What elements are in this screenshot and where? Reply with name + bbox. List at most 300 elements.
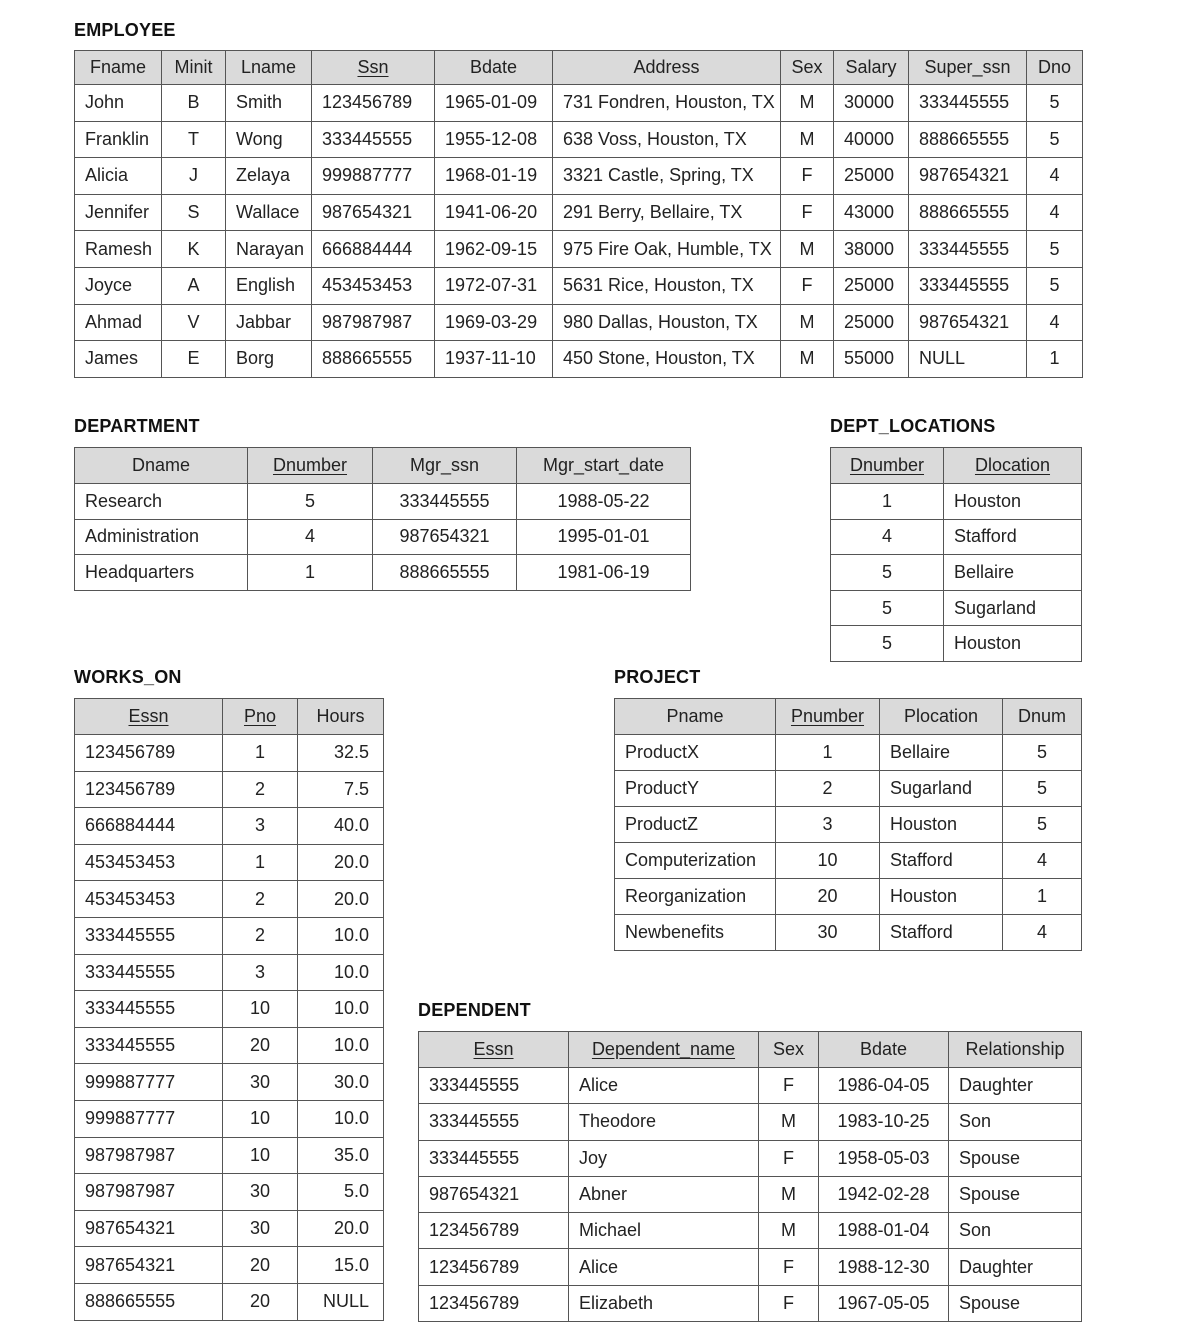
table-cell: 1: [223, 735, 298, 772]
table-cell: 40.0: [298, 808, 384, 845]
column-label: Super_ssn: [924, 57, 1011, 77]
table-row: [75, 808, 384, 845]
table-cell: 20: [776, 879, 880, 915]
table-cell: Borg: [226, 341, 312, 378]
table-cell: 30: [223, 1064, 298, 1101]
table-cell: Son: [949, 1104, 1082, 1140]
table-cell: B: [162, 85, 226, 122]
table-cell: M: [781, 341, 834, 378]
table-row: [75, 917, 384, 954]
works-on-column-header: [223, 699, 298, 735]
table-cell: 2: [223, 771, 298, 808]
table-cell: E: [162, 341, 226, 378]
employee-column-header: [781, 51, 834, 85]
table-cell: Spouse: [949, 1176, 1082, 1212]
table-cell: 1968-01-19: [435, 158, 553, 195]
table-cell: 1972-07-31: [435, 267, 553, 304]
column-label: Sex: [772, 1039, 805, 1059]
table-cell: 333445555: [312, 121, 435, 158]
table-cell: 1988-12-30: [819, 1249, 949, 1285]
table-row: [75, 771, 384, 808]
table-cell: 43000: [834, 194, 909, 231]
works-on-column-header: [75, 699, 223, 735]
table-cell: Bellaire: [880, 735, 1003, 771]
table-cell: 4: [1003, 843, 1082, 879]
dependent-column-header: [759, 1032, 819, 1068]
table-cell: 25000: [834, 158, 909, 195]
table-cell: Theodore: [569, 1104, 759, 1140]
table-cell: NULL: [298, 1283, 384, 1320]
table-cell: 20: [223, 1283, 298, 1320]
table-row: [75, 954, 384, 991]
table-cell: 5: [248, 484, 373, 520]
table-cell: 5631 Rice, Houston, TX: [553, 267, 781, 304]
table-cell: 5: [1027, 85, 1083, 122]
table-cell: Wallace: [226, 194, 312, 231]
table-row: [615, 807, 1082, 843]
table-cell: Joyce: [75, 267, 162, 304]
table-cell: James: [75, 341, 162, 378]
table-cell: 10.0: [298, 954, 384, 991]
table-cell: 2: [223, 881, 298, 918]
table-cell: F: [759, 1068, 819, 1104]
table-row: [75, 85, 1083, 122]
table-cell: 1986-04-05: [819, 1068, 949, 1104]
table-cell: 333445555: [75, 991, 223, 1028]
table-cell: 987654321: [909, 158, 1027, 195]
works-on-table: [74, 698, 384, 1321]
table-row: [831, 484, 1082, 520]
table-row: [75, 1283, 384, 1320]
table-row: [419, 1176, 1082, 1212]
table-cell: 1: [1027, 341, 1083, 378]
column-label: Mgr_ssn: [409, 455, 480, 475]
table-cell: Stafford: [880, 915, 1003, 951]
column-label: Bdate: [469, 57, 518, 77]
table-cell: 1941-06-20: [435, 194, 553, 231]
table-row: [75, 519, 691, 555]
table-cell: Research: [75, 484, 248, 520]
table-cell: Houston: [880, 879, 1003, 915]
table-cell: 5: [831, 626, 944, 662]
table-cell: 1983-10-25: [819, 1104, 949, 1140]
table-cell: John: [75, 85, 162, 122]
table-cell: 333445555: [909, 231, 1027, 268]
column-label: Hours: [316, 706, 365, 726]
project-table: [614, 698, 1082, 951]
table-cell: 25000: [834, 304, 909, 341]
column-label: Fname: [89, 57, 147, 77]
dept-locations-column-header: [831, 448, 944, 484]
table-cell: 333445555: [373, 484, 517, 520]
table-cell: Headquarters: [75, 555, 248, 591]
table-cell: M: [759, 1176, 819, 1212]
table-cell: 980 Dallas, Houston, TX: [553, 304, 781, 341]
table-row: [75, 194, 1083, 231]
table-cell: S: [162, 194, 226, 231]
table-row: [615, 843, 1082, 879]
column-label: Dnum: [1017, 706, 1066, 726]
table-row: [75, 735, 384, 772]
table-row: [831, 590, 1082, 626]
table-cell: 333445555: [419, 1140, 569, 1176]
table-cell: 333445555: [419, 1104, 569, 1140]
employee-column-header: [75, 51, 162, 85]
primary-key-label: Essn: [128, 706, 169, 726]
table-row: [75, 267, 1083, 304]
project-header-row: [615, 699, 1082, 735]
table-cell: 987654321: [75, 1247, 223, 1284]
table-cell: 987654321: [312, 194, 435, 231]
table-row: [419, 1249, 1082, 1285]
table-cell: 15.0: [298, 1247, 384, 1284]
table-cell: 666884444: [75, 808, 223, 845]
table-cell: 2: [776, 771, 880, 807]
department-column-header: [373, 448, 517, 484]
table-cell: Sugarland: [944, 590, 1082, 626]
table-cell: Michael: [569, 1213, 759, 1249]
table-cell: 4: [1027, 158, 1083, 195]
table-cell: 1958-05-03: [819, 1140, 949, 1176]
table-cell: 987654321: [373, 519, 517, 555]
employee-column-header: [909, 51, 1027, 85]
table-row: [75, 1174, 384, 1211]
table-cell: Narayan: [226, 231, 312, 268]
works-on-title: WORKS_ON: [74, 667, 182, 687]
table-cell: 1969-03-29: [435, 304, 553, 341]
table-cell: A: [162, 267, 226, 304]
table-cell: Spouse: [949, 1285, 1082, 1321]
table-cell: F: [781, 194, 834, 231]
table-cell: 5: [1003, 735, 1082, 771]
column-label: Lname: [240, 57, 297, 77]
table-row: [615, 771, 1082, 807]
table-row: [419, 1285, 1082, 1321]
table-cell: 1988-01-04: [819, 1213, 949, 1249]
column-label: Minit: [174, 57, 213, 77]
table-cell: 1967-05-05: [819, 1285, 949, 1321]
table-cell: Daughter: [949, 1249, 1082, 1285]
table-cell: Reorganization: [615, 879, 776, 915]
primary-key-label: Ssn: [357, 57, 389, 77]
table-row: [75, 881, 384, 918]
employee-column-header: [162, 51, 226, 85]
column-label: Sex: [791, 57, 823, 77]
table-cell: 333445555: [909, 267, 1027, 304]
table-row: [419, 1213, 1082, 1249]
table-cell: 3: [223, 808, 298, 845]
primary-key-label: Dependent_name: [591, 1039, 736, 1059]
primary-key-label: Dnumber: [272, 455, 348, 475]
dept-locations-table: [830, 447, 1082, 662]
table-cell: Stafford: [880, 843, 1003, 879]
column-label: Relationship: [965, 1039, 1065, 1059]
table-cell: 123456789: [75, 771, 223, 808]
column-label: Dname: [131, 455, 191, 475]
table-cell: 1: [831, 484, 944, 520]
primary-key-label: Essn: [473, 1039, 514, 1059]
department-column-header: [248, 448, 373, 484]
table-cell: 5: [1003, 771, 1082, 807]
dept-locations-title: DEPT_LOCATIONS: [830, 416, 996, 436]
column-label: Salary: [845, 57, 897, 77]
table-row: [75, 304, 1083, 341]
table-cell: 55000: [834, 341, 909, 378]
table-cell: M: [781, 304, 834, 341]
table-cell: 888665555: [312, 341, 435, 378]
table-cell: K: [162, 231, 226, 268]
table-cell: 3: [776, 807, 880, 843]
table-cell: 987654321: [909, 304, 1027, 341]
table-cell: F: [759, 1249, 819, 1285]
table-cell: F: [759, 1140, 819, 1176]
table-cell: 10: [776, 843, 880, 879]
table-cell: ProductY: [615, 771, 776, 807]
employee-column-header: [553, 51, 781, 85]
table-cell: Ahmad: [75, 304, 162, 341]
table-cell: 987654321: [75, 1210, 223, 1247]
table-cell: Alice: [569, 1249, 759, 1285]
table-cell: 453453453: [312, 267, 435, 304]
table-cell: 20: [223, 1247, 298, 1284]
table-cell: Son: [949, 1213, 1082, 1249]
table-cell: 10.0: [298, 991, 384, 1028]
dependent-column-header: [819, 1032, 949, 1068]
table-cell: Newbenefits: [615, 915, 776, 951]
dependent-column-header: [949, 1032, 1082, 1068]
table-cell: 30: [776, 915, 880, 951]
table-cell: 10: [223, 1137, 298, 1174]
table-cell: 333445555: [909, 85, 1027, 122]
table-row: [75, 991, 384, 1028]
table-cell: 123456789: [419, 1249, 569, 1285]
table-row: [75, 484, 691, 520]
table-cell: Bellaire: [944, 555, 1082, 591]
table-cell: 5: [831, 555, 944, 591]
dependent-table: [418, 1031, 1082, 1322]
table-cell: M: [781, 231, 834, 268]
table-cell: 123456789: [419, 1285, 569, 1321]
department-column-header: [75, 448, 248, 484]
employee-column-header: [435, 51, 553, 85]
table-cell: 1965-01-09: [435, 85, 553, 122]
table-cell: F: [759, 1285, 819, 1321]
table-cell: Jennifer: [75, 194, 162, 231]
table-cell: 40000: [834, 121, 909, 158]
table-cell: 450 Stone, Houston, TX: [553, 341, 781, 378]
works-on-header-row: [75, 699, 384, 735]
table-cell: 888665555: [909, 194, 1027, 231]
table-cell: Alice: [569, 1068, 759, 1104]
dept-locations-column-header: [944, 448, 1082, 484]
table-row: [75, 555, 691, 591]
table-cell: Wong: [226, 121, 312, 158]
dependent-title: DEPENDENT: [418, 1000, 531, 1020]
employee-header-row: [75, 51, 1083, 85]
table-cell: V: [162, 304, 226, 341]
table-row: [75, 158, 1083, 195]
table-row: [419, 1104, 1082, 1140]
table-cell: Stafford: [944, 519, 1082, 555]
table-cell: ProductZ: [615, 807, 776, 843]
column-label: Pname: [666, 706, 724, 726]
table-cell: Ramesh: [75, 231, 162, 268]
table-cell: 333445555: [75, 917, 223, 954]
employee-column-header: [1027, 51, 1083, 85]
table-row: [615, 879, 1082, 915]
table-cell: 291 Berry, Bellaire, TX: [553, 194, 781, 231]
table-row: [75, 1100, 384, 1137]
table-cell: 1942-02-28: [819, 1176, 949, 1212]
table-row: [75, 844, 384, 881]
project-title: PROJECT: [614, 667, 701, 687]
table-cell: 10: [223, 991, 298, 1028]
department-title: DEPARTMENT: [74, 416, 200, 436]
table-cell: 333445555: [419, 1068, 569, 1104]
table-cell: 38000: [834, 231, 909, 268]
project-column-header: [1003, 699, 1082, 735]
table-row: [615, 915, 1082, 951]
table-row: [831, 519, 1082, 555]
table-cell: Daughter: [949, 1068, 1082, 1104]
table-cell: Sugarland: [880, 771, 1003, 807]
primary-key-label: Dnumber: [849, 455, 925, 475]
table-cell: 4: [1027, 304, 1083, 341]
table-cell: Abner: [569, 1176, 759, 1212]
department-column-header: [517, 448, 691, 484]
table-cell: 30: [223, 1174, 298, 1211]
table-cell: F: [781, 158, 834, 195]
table-cell: 987987987: [75, 1174, 223, 1211]
table-cell: 453453453: [75, 881, 223, 918]
table-cell: 4: [248, 519, 373, 555]
table-cell: Computerization: [615, 843, 776, 879]
table-cell: 1: [223, 844, 298, 881]
table-cell: NULL: [909, 341, 1027, 378]
table-cell: 30: [223, 1210, 298, 1247]
table-cell: 999887777: [312, 158, 435, 195]
table-cell: Houston: [944, 484, 1082, 520]
table-cell: 4: [1003, 915, 1082, 951]
column-label: Plocation: [903, 706, 979, 726]
table-cell: 20.0: [298, 844, 384, 881]
table-cell: 638 Voss, Houston, TX: [553, 121, 781, 158]
table-cell: 2: [223, 917, 298, 954]
employee-column-header: [834, 51, 909, 85]
table-cell: 987987987: [312, 304, 435, 341]
table-cell: 1995-01-01: [517, 519, 691, 555]
table-cell: 1955-12-08: [435, 121, 553, 158]
table-cell: 987987987: [75, 1137, 223, 1174]
table-cell: 20.0: [298, 881, 384, 918]
table-cell: 3: [223, 954, 298, 991]
table-cell: 731 Fondren, Houston, TX: [553, 85, 781, 122]
dependent-column-header: [569, 1032, 759, 1068]
table-cell: Spouse: [949, 1140, 1082, 1176]
table-cell: M: [759, 1104, 819, 1140]
primary-key-label: Pno: [243, 706, 277, 726]
table-cell: 888665555: [75, 1283, 223, 1320]
column-label: Mgr_start_date: [542, 455, 665, 475]
table-cell: 30.0: [298, 1064, 384, 1101]
table-cell: 333445555: [75, 1027, 223, 1064]
table-cell: 7.5: [298, 771, 384, 808]
table-cell: M: [781, 121, 834, 158]
column-label: Address: [633, 57, 700, 77]
table-cell: 1988-05-22: [517, 484, 691, 520]
table-row: [75, 341, 1083, 378]
table-cell: M: [781, 85, 834, 122]
table-cell: M: [759, 1213, 819, 1249]
table-row: [75, 1027, 384, 1064]
table-cell: 5: [1027, 267, 1083, 304]
table-cell: 4: [831, 519, 944, 555]
table-cell: 1: [1003, 879, 1082, 915]
project-column-header: [880, 699, 1003, 735]
column-label: Dno: [1037, 57, 1072, 77]
project-column-header: [615, 699, 776, 735]
table-cell: Joy: [569, 1140, 759, 1176]
table-cell: 333445555: [75, 954, 223, 991]
department-header-row: [75, 448, 691, 484]
table-cell: F: [781, 267, 834, 304]
table-row: [419, 1140, 1082, 1176]
table-cell: 987654321: [419, 1176, 569, 1212]
table-cell: 10.0: [298, 1027, 384, 1064]
table-cell: 1: [776, 735, 880, 771]
primary-key-label: Pnumber: [790, 706, 865, 726]
table-cell: 5.0: [298, 1174, 384, 1211]
table-cell: 30000: [834, 85, 909, 122]
dept-locations-header-row: [831, 448, 1082, 484]
table-cell: 5: [831, 590, 944, 626]
table-cell: 123456789: [75, 735, 223, 772]
table-cell: 666884444: [312, 231, 435, 268]
table-cell: 888665555: [373, 555, 517, 591]
table-cell: 1: [248, 555, 373, 591]
table-cell: Elizabeth: [569, 1285, 759, 1321]
table-cell: 5: [1003, 807, 1082, 843]
table-cell: 35.0: [298, 1137, 384, 1174]
table-row: [75, 1247, 384, 1284]
department-table: [74, 447, 691, 591]
table-cell: 5: [1027, 121, 1083, 158]
table-row: [75, 231, 1083, 268]
table-cell: 123456789: [312, 85, 435, 122]
table-row: [75, 1210, 384, 1247]
table-cell: English: [226, 267, 312, 304]
table-cell: 5: [1027, 231, 1083, 268]
project-column-header: [776, 699, 880, 735]
table-cell: 999887777: [75, 1100, 223, 1137]
table-cell: 453453453: [75, 844, 223, 881]
table-cell: 1937-11-10: [435, 341, 553, 378]
table-cell: Franklin: [75, 121, 162, 158]
table-cell: J: [162, 158, 226, 195]
table-cell: 1981-06-19: [517, 555, 691, 591]
table-cell: 123456789: [419, 1213, 569, 1249]
table-cell: Smith: [226, 85, 312, 122]
table-row: [419, 1068, 1082, 1104]
dependent-header-row: [419, 1032, 1082, 1068]
table-row: [831, 555, 1082, 591]
table-cell: ProductX: [615, 735, 776, 771]
table-cell: 25000: [834, 267, 909, 304]
table-cell: 999887777: [75, 1064, 223, 1101]
table-cell: 10: [223, 1100, 298, 1137]
table-cell: Zelaya: [226, 158, 312, 195]
dependent-column-header: [419, 1032, 569, 1068]
